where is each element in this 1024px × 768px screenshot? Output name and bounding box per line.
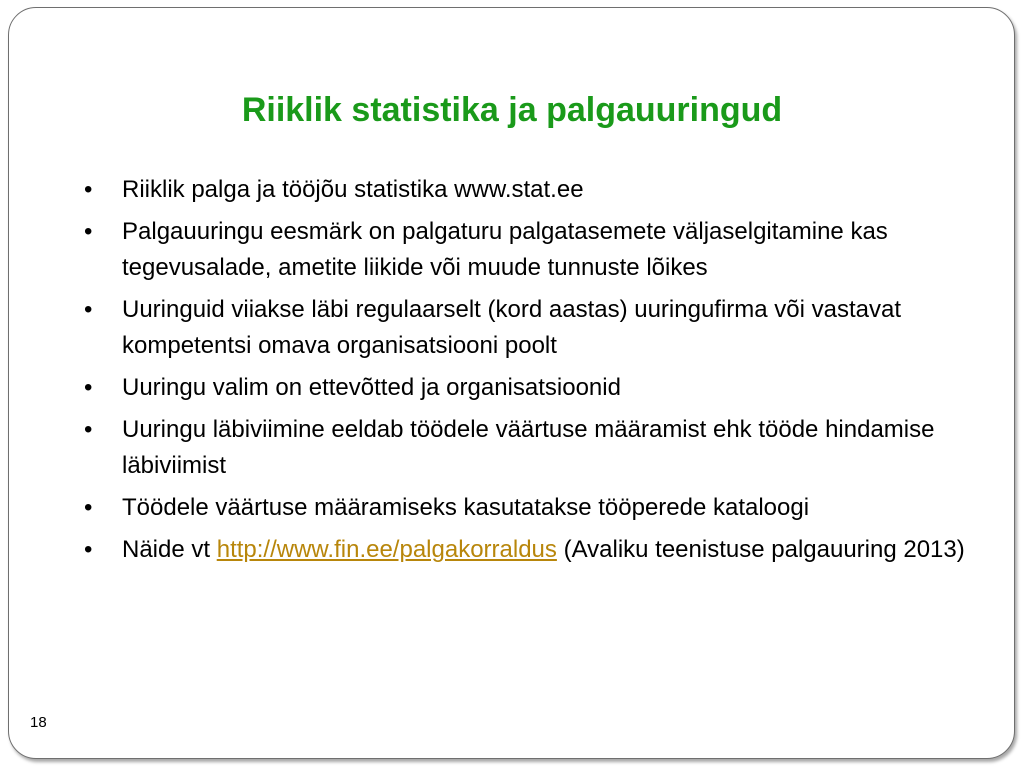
bullet-item (84, 172, 974, 208)
bullet-dot: • (84, 494, 93, 521)
slide-title: Riiklik statistika ja palgauuringud (241, 91, 783, 129)
bullet-text: Uuringu valim on ettevõtted ja organisatsioonid (122, 374, 621, 401)
bullet-dot: • (84, 374, 93, 401)
bullet-item (84, 214, 974, 286)
bullet-item (84, 292, 974, 364)
bullet-item (84, 412, 974, 484)
bullet-dot: • (84, 176, 93, 203)
bullet-item (84, 370, 974, 406)
bullet-text: Uuringuid viiakse läbi regulaarselt (kord aastas) uuringufirma või vastavat kompetentsi omava organisatsiooni poolt (122, 296, 902, 359)
bullet-dot: • (84, 536, 93, 563)
bullet-dot: • (84, 296, 93, 323)
bullet-text: Uuringu läbiviimine eeldab töödele väärtuse määramist ehk tööde hindamise läbiviimist (122, 416, 935, 479)
bullet-text: Riiklik palga ja tööjõu statistika www.stat.ee (122, 176, 584, 203)
bullet-list (84, 172, 974, 574)
bullet-item (84, 490, 974, 526)
bullet-item (84, 532, 974, 568)
bullet-dot: • (84, 218, 93, 245)
bullet-text: Töödele väärtuse määramiseks kasutatakse tööperede kataloogi (122, 494, 810, 521)
page-number: 18 (30, 714, 47, 731)
bullet-text: Palgauuringu eesmärk on palgaturu palgatasemete väljaselgitamine kas tegevusalade, ametite liikide või muude tunnuste lõikes (122, 218, 888, 281)
palgakorraldus-link[interactable]: http://www.fin.ee/palgakorraldus (216, 536, 557, 563)
bullet-text-prefix: Näide vt (122, 536, 217, 563)
bullet-text-suffix: (Avaliku teenistuse palgauuring 2013) (556, 536, 965, 563)
bullet-dot: • (84, 416, 93, 443)
